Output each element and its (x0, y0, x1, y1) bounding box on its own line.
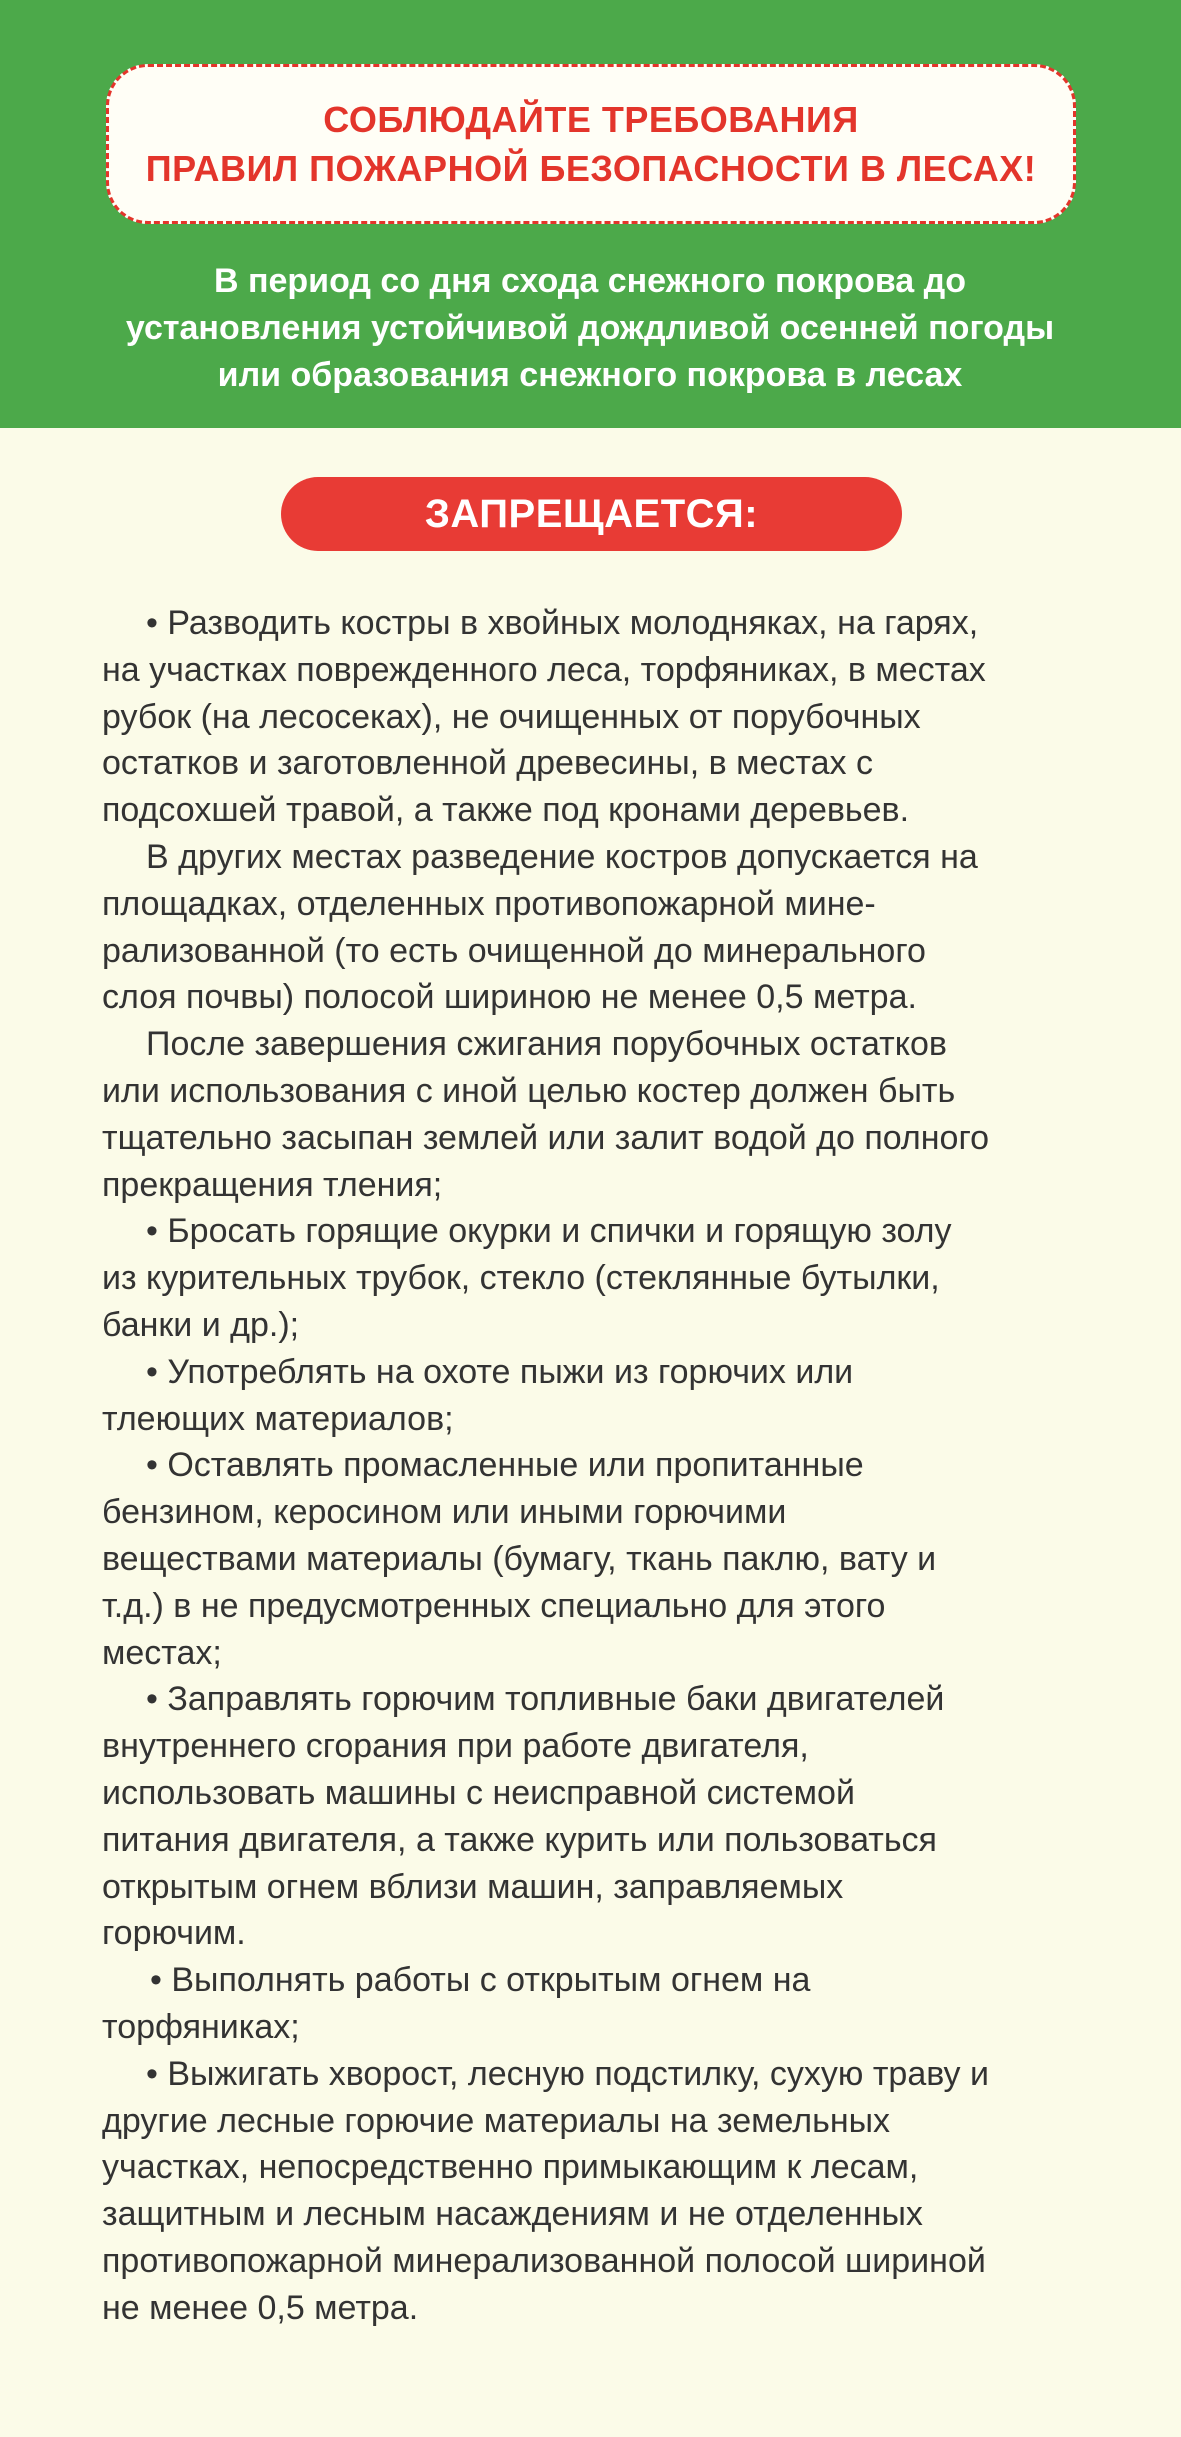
body-line: • Употреблять на охоте пыжи из горючих или (146, 1352, 854, 1391)
body-line: В других местах разведение костров допускается на (146, 837, 978, 876)
title-line-1: СОБЛЮДАЙТЕ ТРЕБОВАНИЯ (323, 98, 859, 140)
body-line: использовать машины с неисправной системой (102, 1773, 855, 1812)
body-line: другие лесные горючие материалы на земельных (102, 2101, 891, 2140)
title-card (106, 64, 1076, 224)
body-line: торфяниках; (102, 2007, 300, 2046)
body-line: • Бросать горящие окурки и спички и горящую золу (146, 1212, 952, 1251)
body-line: веществами материалы (бумагу, ткань паклю, вату и (102, 1539, 937, 1578)
body-line: т.д.) в не предусмотренных специально для этого (102, 1586, 886, 1625)
body-line: • Разводить костры в хвойных молодняках, на гарях, (146, 604, 979, 642)
intro-line-3: или образования снежного покрова в лесах (217, 356, 963, 394)
title-line-2: ПРАВИЛ ПОЖАРНОЙ БЕЗОПАСНОСТИ В ЛЕСАХ! (145, 148, 1037, 189)
body-line: слоя почвы) полосой шириною не менее 0,5 метра. (102, 978, 917, 1017)
body-line: бензином, керосином или иными горючими (102, 1493, 787, 1532)
body-line: участках, непосредственно примыкающим к лесам, (102, 2148, 919, 2187)
body-line: рализованной (то есть очищенной до минерального (102, 931, 926, 970)
body-line: прекращения тления; (102, 1165, 443, 1204)
body-line: или использования с иной целью костер должен быть (102, 1071, 956, 1110)
body-line: банки и др.); (102, 1305, 300, 1344)
body-line: После завершения сжигания порубочных остатков (146, 1025, 947, 1064)
body-text (102, 600, 1152, 2331)
body-line: • Оставлять промасленные или пропитанные (146, 1446, 864, 1485)
body-line: внутреннего сгорания при работе двигателя, (102, 1727, 809, 1766)
body-line: питания двигателя, а также курить или пользоваться (102, 1820, 937, 1859)
body-line: на участках поврежденного леса, торфяниках, в местах (102, 650, 986, 689)
body-line: противопожарной минерализованной полосой шириной (102, 2241, 986, 2280)
body-line: • Заправлять горючим топливные баки двигателей (146, 1680, 945, 1719)
body-line: площадках, отделенных противопожарной мине- (102, 884, 876, 923)
intro-line-1: В период со дня схода снежного покрова до (213, 262, 967, 300)
body-line: тлеющих материалов; (102, 1399, 454, 1438)
body-line: местах; (102, 1633, 222, 1672)
body-line: • Выжигать хворост, лесную подстилку, сухую траву и (146, 2054, 989, 2093)
intro-text (70, 258, 1110, 399)
banned-heading: ЗАПРЕЩАЕТСЯ: (281, 477, 902, 551)
body-line: горючим. (102, 1914, 246, 1953)
body-line: защитным и лесным насаждениям и не отделенных (102, 2195, 923, 2234)
intro-line-2: установления устойчивой дождливой осенней погоды (125, 309, 1055, 347)
body-line: открытым огнем вблизи машин, заправляемых (102, 1867, 844, 1906)
body-line: рубок (на лесосеках), не очищенных от порубочных (102, 697, 921, 736)
body-line: из курительных трубок, стекло (стеклянные бутылки, (102, 1259, 940, 1298)
body-line: тщательно засыпан землей или залит водой до полного (102, 1118, 990, 1157)
body-line: подсохшей травой, а также под кронами деревьев. (102, 791, 910, 830)
body-line: остатков и заготовленной древесины, в местах с (102, 744, 873, 783)
body-line: не менее 0,5 метра. (102, 2288, 419, 2327)
body-line: • Выполнять работы с открытым огнем на (150, 1961, 811, 2000)
